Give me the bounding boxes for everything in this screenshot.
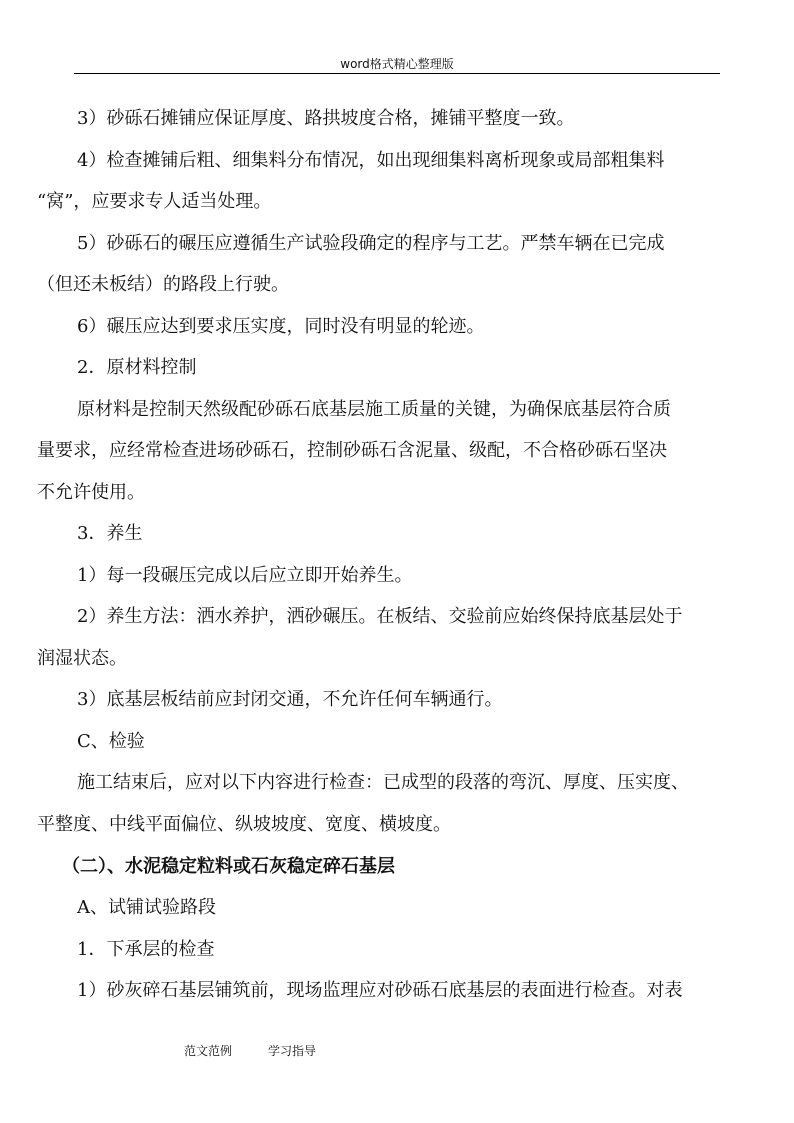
paragraph-line: 4）检查摊铺后粗、细集料分布情况，如出现细集料离析现象或局部粗集料 <box>77 150 665 171</box>
paragraph-line: 3）底基层板结前应封闭交通，不允许任何车辆通行。 <box>77 689 503 710</box>
paragraph-line: 1）砂灰碎石基层铺筑前，现场监理应对砂砾石底基层的表面进行检查。对表 <box>77 980 683 1001</box>
header-divider <box>74 73 720 74</box>
section-heading: C、检验 <box>77 731 145 752</box>
paragraph-line: 6）碾压应达到要求压实度，同时没有明显的轮迹。 <box>77 316 485 337</box>
footer-right-text: 学习指导 <box>268 1044 317 1058</box>
paragraph-line: 润湿状态。 <box>37 648 127 669</box>
section-heading: A、试铺试验路段 <box>77 897 216 918</box>
paragraph-line: 不允许使用。 <box>37 482 145 503</box>
paragraph-line: 1）每一段碾压完成以后应立即开始养生。 <box>77 565 413 586</box>
page-header-title: word格式精心整理版 <box>340 57 454 71</box>
paragraph-line: 3）砂砾石摊铺应保证厚度、路拱坡度合格，摊铺平整度一致。 <box>77 108 575 129</box>
section-heading: 1．下承层的检查 <box>77 939 215 960</box>
chapter-heading: （二）、水泥稳定粒料或石灰稳定碎石基层 <box>62 856 395 877</box>
paragraph-line: 2）养生方法：洒水养护，洒砂碾压。在板结、交验前应始终保持底基层处于 <box>77 606 683 627</box>
paragraph-line: “窝”，应要求专人适当处理。 <box>37 191 272 212</box>
paragraph-line: 5）砂砾石的碾压应遵循生产试验段确定的程序与工艺。严禁车辆在已完成 <box>77 233 665 254</box>
paragraph-line: （但还未板结）的路段上行驶。 <box>37 274 289 295</box>
section-heading: 3．养生 <box>77 523 143 544</box>
paragraph-line: 量要求，应经常检查进场砂砾石，控制砂砾石含泥量、级配，不合格砂砾石坚决 <box>37 440 667 461</box>
paragraph-line: 原材料是控制天然级配砂砾石底基层施工质量的关键，为确保底基层符合质 <box>77 399 671 420</box>
section-heading: 2．原材料控制 <box>77 357 197 378</box>
footer-left-text: 范文范例 <box>184 1044 233 1058</box>
paragraph-line: 施工结束后，应对以下内容进行检查：已成型的段落的弯沉、厚度、压实度、 <box>77 772 689 793</box>
paragraph-line: 平整度、中线平面偏位、纵坡坡度、宽度、横坡度。 <box>37 814 451 835</box>
